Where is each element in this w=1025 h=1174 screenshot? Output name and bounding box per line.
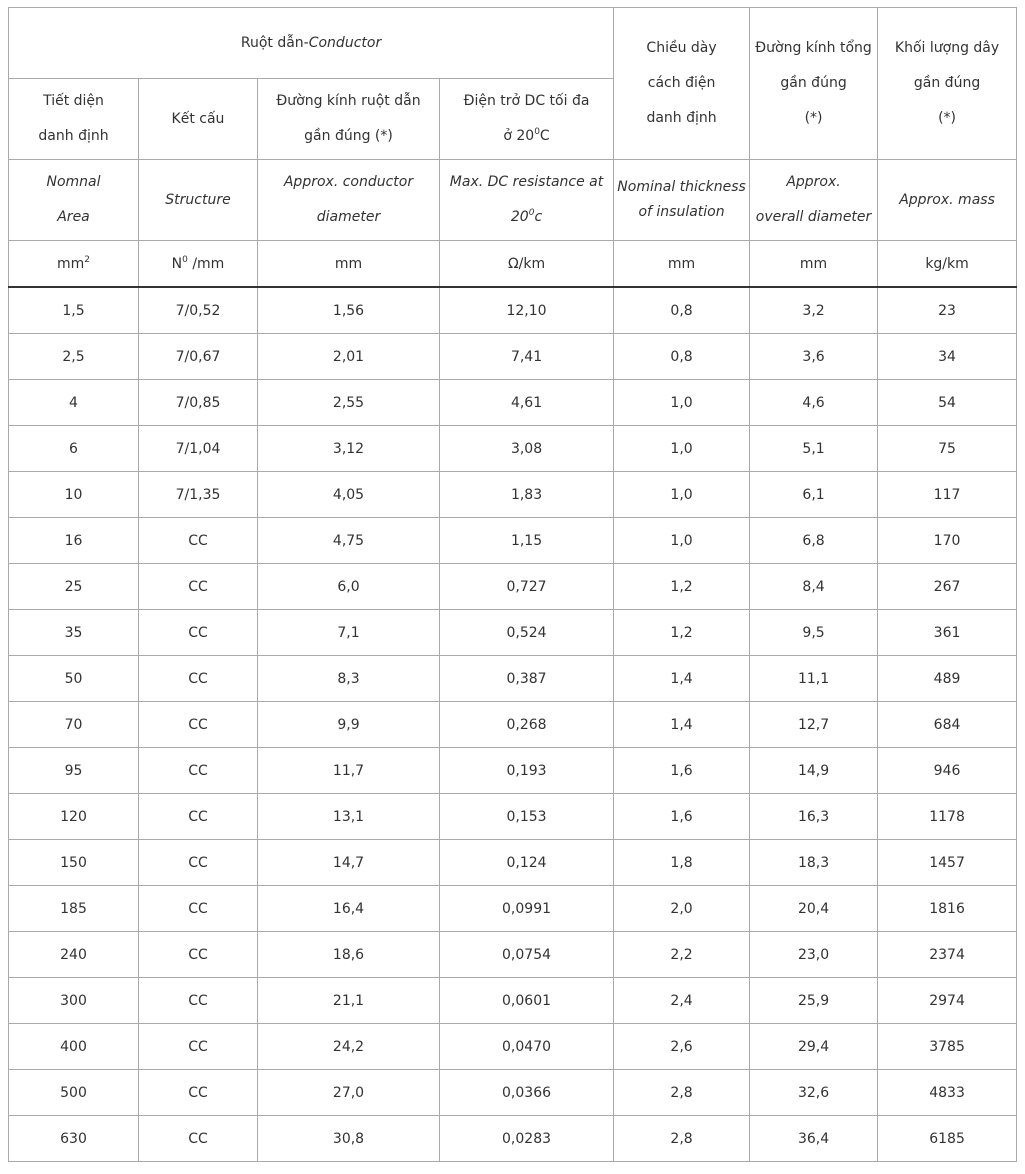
- mass-cell: 1816: [878, 886, 1017, 932]
- insulation-thickness-cell: 2,6: [614, 1024, 750, 1070]
- mass-cell: 1457: [878, 840, 1017, 886]
- table-row: [9, 702, 1017, 748]
- insulation-thickness-cell: 1,0: [614, 472, 750, 518]
- conductor-diameter-cell: 11,7: [258, 748, 440, 794]
- area-header: Tiết diện danh định: [9, 79, 139, 160]
- overall-diameter-cell: 3,6: [750, 334, 878, 380]
- resistance-cell: 3,08: [440, 426, 614, 472]
- overall-diameter-cell: 36,4: [750, 1116, 878, 1162]
- conductor-group-header: Ruột dẫn-Conductor: [9, 8, 614, 79]
- insulation-thickness-cell: 1,0: [614, 426, 750, 472]
- resistance-cell: 0,0470: [440, 1024, 614, 1070]
- insulation-thickness-cell: 1,4: [614, 702, 750, 748]
- structure-cell: CC: [139, 564, 258, 610]
- mass-cell: 2374: [878, 932, 1017, 978]
- structure-cell: CC: [139, 702, 258, 748]
- mass-cell: 170: [878, 518, 1017, 564]
- insulation-thickness-header-en: Nominal thickness of insulation: [614, 160, 750, 241]
- cable-spec-table: [8, 7, 1017, 1162]
- conductor-diameter-cell: 21,1: [258, 978, 440, 1024]
- insulation-thickness-cell: 2,2: [614, 932, 750, 978]
- area-cell: 35: [9, 610, 139, 656]
- conductor-diameter-header-en: Approx. conductor diameter: [258, 160, 440, 241]
- structure-cell: CC: [139, 1024, 258, 1070]
- conductor-diameter-cell: 8,3: [258, 656, 440, 702]
- mass-cell: 54: [878, 380, 1017, 426]
- insulation-thickness-cell: 2,4: [614, 978, 750, 1024]
- table-row: [9, 334, 1017, 380]
- table-row: [9, 1024, 1017, 1070]
- area-cell: 2,5: [9, 334, 139, 380]
- structure-cell: CC: [139, 656, 258, 702]
- overall-diameter-cell: 11,1: [750, 656, 878, 702]
- table-row: [9, 886, 1017, 932]
- insulation-thickness-cell: 0,8: [614, 334, 750, 380]
- structure-cell: CC: [139, 748, 258, 794]
- overall-diameter-cell: 6,1: [750, 472, 878, 518]
- insulation-thickness-cell: 1,2: [614, 610, 750, 656]
- structure-cell: CC: [139, 610, 258, 656]
- overall-diameter-cell: 18,3: [750, 840, 878, 886]
- insulation-thickness-cell: 1,8: [614, 840, 750, 886]
- area-cell: 1,5: [9, 287, 139, 334]
- structure-header-en: Structure: [139, 160, 258, 241]
- overall-diameter-cell: 23,0: [750, 932, 878, 978]
- unit-area: $mm^2$: [9, 241, 139, 288]
- structure-cell: CC: [139, 932, 258, 978]
- conductor-diameter-cell: 2,01: [258, 334, 440, 380]
- table-row: [9, 794, 1017, 840]
- unit-structure: $N^0$ /mm: [139, 241, 258, 288]
- table-row: [9, 1116, 1017, 1162]
- table-row: [9, 840, 1017, 886]
- area-cell: 630: [9, 1116, 139, 1162]
- mass-cell: 23: [878, 287, 1017, 334]
- conductor-diameter-cell: 13,1: [258, 794, 440, 840]
- mass-cell: 1178: [878, 794, 1017, 840]
- structure-cell: CC: [139, 794, 258, 840]
- structure-cell: CC: [139, 840, 258, 886]
- conductor-diameter-cell: 6,0: [258, 564, 440, 610]
- table-row: [9, 748, 1017, 794]
- overall-diameter-cell: 6,8: [750, 518, 878, 564]
- conductor-diameter-cell: 18,6: [258, 932, 440, 978]
- table-row: [9, 564, 1017, 610]
- mass-cell: 6185: [878, 1116, 1017, 1162]
- mass-cell: 489: [878, 656, 1017, 702]
- conductor-diameter-cell: 7,1: [258, 610, 440, 656]
- conductor-diameter-cell: 4,75: [258, 518, 440, 564]
- mass-cell: 946: [878, 748, 1017, 794]
- overall-diameter-cell: 4,6: [750, 380, 878, 426]
- area-cell: 25: [9, 564, 139, 610]
- table-row: [9, 380, 1017, 426]
- overall-diameter-header-en: Approx. overall diameter: [750, 160, 878, 241]
- structure-header: Kết cấu: [139, 79, 258, 160]
- resistance-cell: 0,524: [440, 610, 614, 656]
- structure-cell: CC: [139, 1116, 258, 1162]
- resistance-cell: 0,0754: [440, 932, 614, 978]
- resistance-cell: 0,727: [440, 564, 614, 610]
- mass-header: Khối lượng dây gần đúng (*): [878, 8, 1017, 160]
- conductor-diameter-header: Đường kính ruột dẫn gần đúng (*): [258, 79, 440, 160]
- structure-cell: CC: [139, 1070, 258, 1116]
- unit-overall: mm: [750, 241, 878, 288]
- area-cell: 70: [9, 702, 139, 748]
- insulation-thickness-cell: 1,6: [614, 794, 750, 840]
- insulation-thickness-cell: 1,2: [614, 564, 750, 610]
- mass-header-en: Approx. mass: [878, 160, 1017, 241]
- overall-diameter-cell: 14,9: [750, 748, 878, 794]
- mass-cell: 361: [878, 610, 1017, 656]
- unit-diameter: mm: [258, 241, 440, 288]
- mass-cell: 267: [878, 564, 1017, 610]
- table-row: [9, 1070, 1017, 1116]
- area-header-en: Nomnal Area: [9, 160, 139, 241]
- area-cell: 95: [9, 748, 139, 794]
- mass-cell: 117: [878, 472, 1017, 518]
- resistance-cell: 0,0991: [440, 886, 614, 932]
- resistance-cell: 7,41: [440, 334, 614, 380]
- overall-diameter-cell: 9,5: [750, 610, 878, 656]
- table-row: [9, 932, 1017, 978]
- mass-cell: 3785: [878, 1024, 1017, 1070]
- unit-resistance: Ω/km: [440, 241, 614, 288]
- mass-cell: 75: [878, 426, 1017, 472]
- conductor-diameter-cell: 4,05: [258, 472, 440, 518]
- conductor-diameter-cell: 30,8: [258, 1116, 440, 1162]
- structure-cell: 7/0,52: [139, 287, 258, 334]
- overall-diameter-cell: 29,4: [750, 1024, 878, 1070]
- area-cell: 400: [9, 1024, 139, 1070]
- resistance-header-en: Max. DC resistance at $20^0c$: [440, 160, 614, 241]
- structure-cell: CC: [139, 518, 258, 564]
- structure-cell: CC: [139, 978, 258, 1024]
- insulation-thickness-cell: 0,8: [614, 287, 750, 334]
- unit-insulation: mm: [614, 241, 750, 288]
- area-cell: 240: [9, 932, 139, 978]
- resistance-cell: 0,268: [440, 702, 614, 748]
- overall-diameter-cell: 16,3: [750, 794, 878, 840]
- table-row: [9, 978, 1017, 1024]
- overall-diameter-cell: 20,4: [750, 886, 878, 932]
- table-row: [9, 287, 1017, 334]
- resistance-cell: 0,387: [440, 656, 614, 702]
- conductor-diameter-cell: 3,12: [258, 426, 440, 472]
- area-cell: 150: [9, 840, 139, 886]
- resistance-cell: 12,10: [440, 287, 614, 334]
- unit-mass: kg/km: [878, 241, 1017, 288]
- resistance-cell: 0,153: [440, 794, 614, 840]
- mass-cell: 684: [878, 702, 1017, 748]
- insulation-thickness-cell: 2,8: [614, 1070, 750, 1116]
- area-cell: 4: [9, 380, 139, 426]
- resistance-cell: 0,0283: [440, 1116, 614, 1162]
- overall-diameter-cell: 8,4: [750, 564, 878, 610]
- overall-diameter-cell: 32,6: [750, 1070, 878, 1116]
- structure-cell: 7/0,85: [139, 380, 258, 426]
- overall-diameter-header: Đường kính tổng gần đúng (*): [750, 8, 878, 160]
- area-cell: 16: [9, 518, 139, 564]
- area-cell: 6: [9, 426, 139, 472]
- structure-cell: 7/0,67: [139, 334, 258, 380]
- structure-cell: 7/1,04: [139, 426, 258, 472]
- resistance-cell: 1,83: [440, 472, 614, 518]
- insulation-thickness-cell: 2,8: [614, 1116, 750, 1162]
- table-row: [9, 656, 1017, 702]
- area-cell: 185: [9, 886, 139, 932]
- conductor-diameter-cell: 14,7: [258, 840, 440, 886]
- overall-diameter-cell: 3,2: [750, 287, 878, 334]
- conductor-diameter-cell: 2,55: [258, 380, 440, 426]
- mass-cell: 34: [878, 334, 1017, 380]
- overall-diameter-cell: 5,1: [750, 426, 878, 472]
- insulation-thickness-cell: 1,0: [614, 380, 750, 426]
- insulation-thickness-cell: 2,0: [614, 886, 750, 932]
- mass-cell: 2974: [878, 978, 1017, 1024]
- area-cell: 50: [9, 656, 139, 702]
- resistance-cell: 4,61: [440, 380, 614, 426]
- resistance-cell: 1,15: [440, 518, 614, 564]
- area-cell: 300: [9, 978, 139, 1024]
- resistance-cell: 0,193: [440, 748, 614, 794]
- conductor-diameter-cell: 24,2: [258, 1024, 440, 1070]
- insulation-thickness-header: Chiều dày cách điện danh định: [614, 8, 750, 160]
- table-row: [9, 472, 1017, 518]
- resistance-cell: 0,0366: [440, 1070, 614, 1116]
- structure-cell: CC: [139, 886, 258, 932]
- insulation-thickness-cell: 1,4: [614, 656, 750, 702]
- insulation-thickness-cell: 1,0: [614, 518, 750, 564]
- conductor-diameter-cell: 1,56: [258, 287, 440, 334]
- resistance-cell: 0,124: [440, 840, 614, 886]
- table-row: [9, 518, 1017, 564]
- area-cell: 500: [9, 1070, 139, 1116]
- resistance-header: Điện trở DC tối đa ở $20^0C$: [440, 79, 614, 160]
- area-cell: 10: [9, 472, 139, 518]
- insulation-thickness-cell: 1,6: [614, 748, 750, 794]
- conductor-diameter-cell: 16,4: [258, 886, 440, 932]
- overall-diameter-cell: 25,9: [750, 978, 878, 1024]
- area-cell: 120: [9, 794, 139, 840]
- conductor-diameter-cell: 9,9: [258, 702, 440, 748]
- table-row: [9, 610, 1017, 656]
- table-body: [9, 287, 1017, 1162]
- conductor-diameter-cell: 27,0: [258, 1070, 440, 1116]
- table-row: [9, 426, 1017, 472]
- structure-cell: 7/1,35: [139, 472, 258, 518]
- mass-cell: 4833: [878, 1070, 1017, 1116]
- overall-diameter-cell: 12,7: [750, 702, 878, 748]
- resistance-cell: 0,0601: [440, 978, 614, 1024]
